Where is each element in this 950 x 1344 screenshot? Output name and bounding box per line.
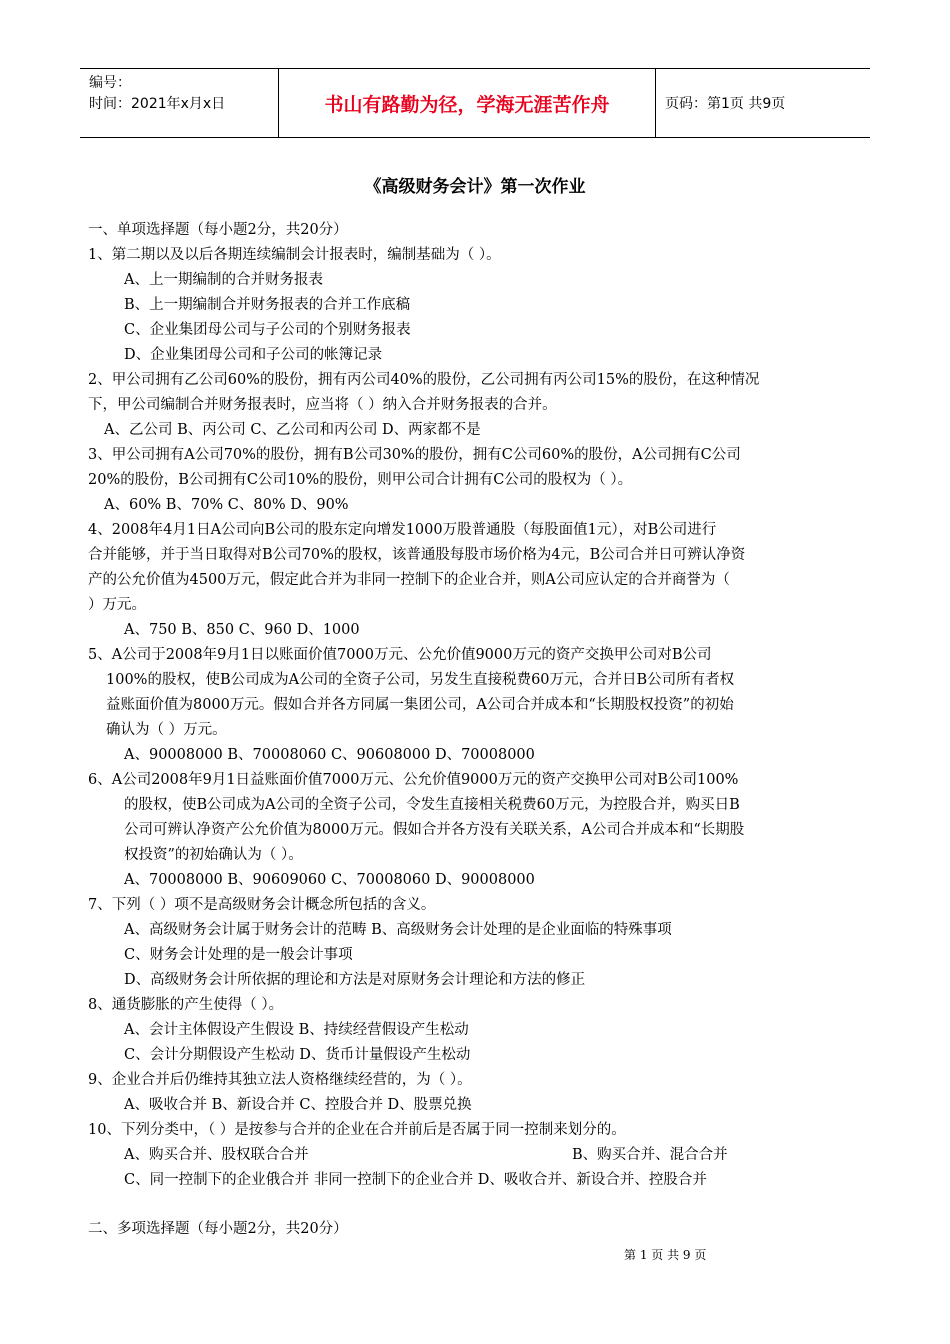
header-meta (80, 69, 278, 137)
text-line: C、会计分期假设产生松动 D、货币计量假设产生松动 (124, 1047, 471, 1063)
text-line: 1、第二期以及以后各期连续编制会计报表时，编制基础为（ ）。 (88, 247, 501, 263)
page-info: 页码：第1页 共9页 (665, 96, 786, 112)
text-line: 100%的股权，使B公司成为A公司的全资子公司，另发生直接税费60万元，合并日B公司所有者权 (106, 672, 735, 688)
text-line: C、财务会计处理的是一般会计事项 (124, 947, 353, 963)
text-line: 确认为（ ）万元。 (106, 722, 227, 738)
text-line: A、会计主体假设产生假设 B、持续经营假设产生松动 (124, 1022, 469, 1038)
motto-text: 书山有路勤为径，学海无涯苦作舟 (278, 69, 656, 137)
text-line: 7、下列（ ）项不是高级财务会计概念所包括的含义。 (88, 897, 436, 913)
text-line: A、60% B、70% C、80% D、90% (104, 497, 349, 513)
text-line: C、企业集团母公司与子公司的个别财务报表 (124, 322, 411, 338)
text-line: C、同一控制下的企业俄合并 非同一控制下的企业合并 D、吸收合并、新设合并、控股合并 (124, 1172, 707, 1188)
text-line: 10、下列分类中，（ ）是按参与合并的企业在合并前后是否属于同一控制来划分的。 (88, 1122, 626, 1138)
text-line: 产的公允价值为4500万元，假定此合并为非同一控制下的企业合并，则A公司应认定的合并商誉为（ (88, 572, 730, 588)
text-line: A、乙公司 B、丙公司 C、乙公司和丙公司 D、两家都不是 (104, 422, 481, 438)
text-line: 一、单项选择题（每小题2分，共20分） (88, 222, 348, 238)
text-line: 的股权，使B公司成为A公司的全资子公司，令发生直接相关税费60万元，为控股合并，购买日B (124, 797, 740, 813)
text-line: 3、甲公司拥有A公司70%的股份，拥有B公司30%的股份，拥有C公司60%的股份，A公司拥有C公司 (88, 447, 741, 463)
text-line: D、高级财务会计所依据的理论和方法是对原财务会计理论和方法的修正 (124, 972, 586, 988)
text-line: 4、2008年4月1日A公司向B公司的股东定向增发1000万股普通股（每股面值1元），对B公司进行 (88, 522, 717, 538)
text-line: A、购买合并、股权联合合并 (124, 1147, 309, 1163)
text-line: 6、A公司2008年9月1日益账面价值7000万元、公允价值9000万元的资产交换甲公司对B公司100% (88, 772, 739, 788)
text-line: 公司可辨认净资产公允价值为8000万元。假如合并各方没有关联关系，A公司合并成本和“长期股 (124, 822, 745, 838)
document-header (80, 68, 870, 138)
text-line: 8、通货膨胀的产生使得（ ）。 (88, 997, 284, 1013)
text-line: B、购买合并、混合合并 (572, 1147, 728, 1163)
text-line: 权投资”的初始确认为（ ）。 (124, 847, 303, 863)
text-line: A、70008000 B、90609060 C、70008060 D、90008000 (124, 872, 535, 888)
text-line: B、上一期编制合并财务报表的合并工作底稿 (124, 297, 411, 313)
text-line: 5、A公司于2008年9月1日以账面价值7000万元、公允价值9000万元的资产交换甲公司对B公司 (88, 647, 712, 663)
text-line: D、企业集团母公司和子公司的帐簿记录 (124, 347, 383, 363)
text-line: 合并能够，并于当日取得对B公司70%的股权，该普通股每股市场价格为4元，B公司合并日可辨认净资 (88, 547, 746, 563)
text-line: A、上一期编制的合并财务报表 (124, 272, 323, 288)
text-line: 二、多项选择题（每小题2分，共20分） (88, 1221, 348, 1237)
text-line: 2、甲公司拥有乙公司60%的股份，拥有丙公司40%的股份，乙公司拥有丙公司15%的股份，在这种情况 (88, 372, 760, 388)
number-label: 编号： (89, 75, 131, 91)
text-line: 益账面价值为8000万元。假如合并各方同属一集团公司，A公司合并成本和“长期股权投资”的初始 (106, 697, 734, 713)
page-footer: 第 1 页 共 9 页 (624, 1248, 707, 1262)
page-title: 《高级财务会计》第一次作业 (364, 177, 586, 197)
text-line: A、吸收合并 B、新设合并 C、控股合并 D、股票兑换 (124, 1097, 472, 1113)
text-line: A、高级财务会计属于财务会计的范畴 B、高级财务会计处理的是企业面临的特殊事项 (124, 922, 672, 938)
text-line: 20%的股份，B公司拥有C公司10%的股份，则甲公司合计拥有C公司的股权为（ ）。 (88, 472, 633, 488)
text-line: 下，甲公司编制合并财务报表时，应当将（ ）纳入合并财务报表的合并。 (88, 397, 557, 413)
text-line: A、90008000 B、70008060 C、90608000 D、70008000 (124, 747, 535, 763)
text-line: A、750 B、850 C、960 D、1000 (124, 622, 360, 638)
text-line: ）万元。 (88, 597, 146, 613)
time-label: 时间：2021年x月x日 (89, 96, 226, 112)
text-line: 9、企业合并后仍维持其独立法人资格继续经营的，为（ ）。 (88, 1072, 472, 1088)
